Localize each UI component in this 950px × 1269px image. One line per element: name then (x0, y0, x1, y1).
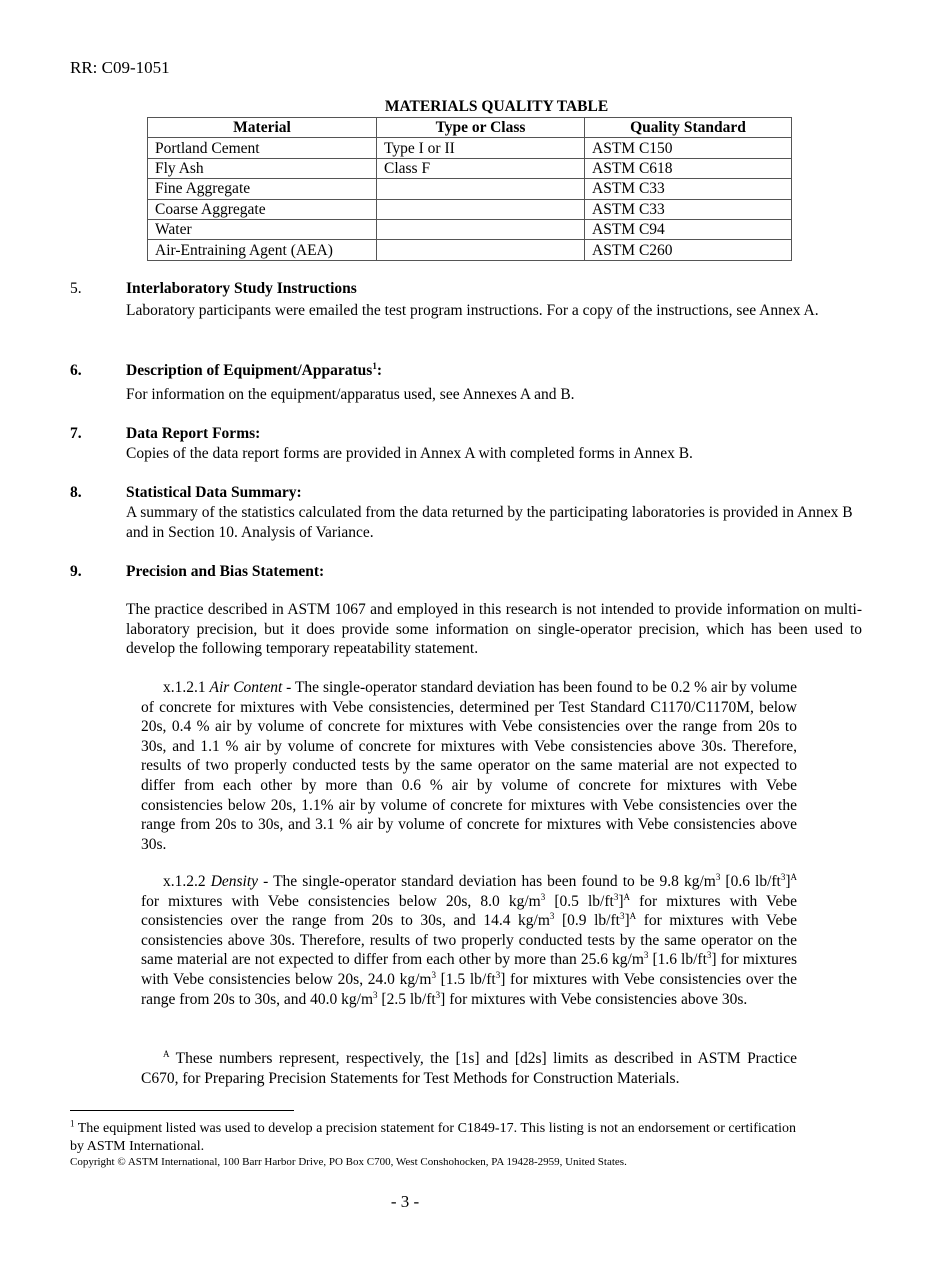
section-number: 7. (70, 425, 82, 442)
page-number: - 3 - (390, 1192, 420, 1211)
table-cell: Portland Cement (148, 138, 377, 158)
table-cell (377, 219, 585, 239)
table-cell: Class F (377, 158, 585, 178)
clause-density: x.1.2.2 Density - The single-operator standard deviation has been found to be 9.8 $kg/m^3$ [0.6 $lb/ft^3]^A$ for mixtures with Vebe consistencies below 20s, 8.0 $kg/m^3$ [0.5 $lb/ft^3]^A$ for mixtures with Vebe consistencies over the range from 20s to 30s, and 14.4 $kg/m^3$ [0.9 $lb/ft^3]^A$ for mixtures with Vebe consistencies above 30s. Therefore, results of two properly conducted tests by the same operator on the same material are not expected to differ from each other by more than 25.6 $kg/m^3$ [1.6 $lb/ft^3$] for mixtures with Vebe consistencies below 20s, 24.0 $kg/m^3$ [1.5 $lb/ft^3$] for mixtures with Vebe consistencies over the range from 20s to 30s, and 40.0 $kg/m^3$ [2.5 $lb/ft^3$] for mixtures with Vebe consistencies above 30s. (141, 871, 798, 1008)
table-cell: ASTM C260 (585, 240, 792, 260)
clause-number: x.1.2.2 (163, 873, 206, 890)
table-row (148, 158, 792, 178)
section-heading: Data Report Forms: (126, 425, 261, 442)
table-cell: Type I or II (377, 138, 585, 158)
clause-title: Air Content (209, 679, 283, 696)
footnote-marker: 1 (70, 1118, 75, 1129)
table-row (148, 199, 792, 219)
table-cell: ASTM C618 (585, 158, 792, 178)
section-heading: Statistical Data Summary: (126, 484, 302, 501)
table-cell (377, 240, 585, 260)
table-cell: Air-Entraining Agent (AEA) (148, 240, 377, 260)
copyright-notice: Copyright © ASTM International, 100 Barr Harbor Drive, PO Box C700, West Conshohocken, PA 19428-2959, United States. (70, 1156, 627, 1168)
table-row (148, 179, 792, 199)
table-cell (377, 199, 585, 219)
section-number: 9. (70, 563, 82, 580)
table-cell: Fine Aggregate (148, 179, 377, 199)
note-text: These numbers represent, respectively, the [1s] and [d2s] limits as described in ASTM Practice C670, for Preparing Precision Statements for Test Methods for Construction Materials. (141, 1050, 797, 1087)
note-a (141, 1049, 797, 1088)
column-header: Quality Standard (585, 118, 792, 138)
footnote-separator (70, 1110, 294, 1111)
table-cell: Coarse Aggregate (148, 199, 377, 219)
clause-title: Density (210, 873, 259, 890)
table-cell (377, 179, 585, 199)
section-heading: Precision and Bias Statement: (126, 563, 325, 580)
clause-number: x.1.2.1 (163, 679, 206, 696)
section-number: 6. (70, 362, 82, 379)
section-text: For information on the equipment/apparatus used, see Annexes A and B. (126, 386, 575, 403)
table-header-row (148, 118, 792, 138)
clause-text: - The single-operator standard deviation has been found to be 0.2 % air by volume of concrete for mixtures with Vebe consistencies, determined per Test Standard C1170/C1170M, below 20s, 0.4 % air by volume of concrete for mixtures with Vebe consistencies over the range from 20s to 30s, and 1.1 % air by volume of concrete for mixtures with Vebe consistencies above 30s. Therefore, results of two properly conducted tests by the same operator on the same material are not expected to differ from each other by more than 0.6 % air by volume of concrete for mixtures with Vebe consistencies below 20s, 1.1% air by volume of concrete for mixtures with Vebe consistencies over the range from 20s to 30s, and 3.1 % air by volume of concrete for mixtures with Vebe consistencies above 30s. (141, 679, 798, 853)
column-header: Type or Class (377, 118, 585, 138)
note-marker: A (163, 1048, 170, 1059)
footnote-ref: 1 (372, 360, 377, 371)
table-cell: Fly Ash (148, 158, 377, 178)
footnote (70, 1120, 810, 1156)
section-heading: Interlaboratory Study Instructions (126, 280, 357, 297)
precision-intro: The practice described in ASTM 1067 and employed in this research is not intended to provide information on multi-laboratory precision, but it does provide some information on single-operator precision, which has been used to develop the following temporary repeatability statement. (126, 601, 862, 657)
materials-table-title: MATERIALS QUALITY TABLE (384, 98, 609, 115)
table-cell: ASTM C33 (585, 199, 792, 219)
table-cell: ASTM C150 (585, 138, 792, 158)
clause-air-content (141, 678, 797, 854)
section-text: A summary of the statistics calculated from the data returned by the participating laboratories is provided in Annex B and in Section 10. Analysis of Variance. (126, 504, 853, 541)
section-text: Laboratory participants were emailed the test program instructions. For a copy of the instructions, see Annex A. (126, 302, 819, 319)
table-cell: Water (148, 219, 377, 239)
materials-quality-table (147, 117, 792, 261)
table-row (148, 240, 792, 260)
table-row (148, 138, 792, 158)
report-id: RR: C09-1051 (70, 58, 170, 77)
table-cell: ASTM C33 (585, 179, 792, 199)
table-row (148, 219, 792, 239)
table-cell: ASTM C94 (585, 219, 792, 239)
footnote-text: The equipment listed was used to develop a precision statement for C1849-17. This listing is not an endorsement or certification by ASTM International. (70, 1121, 796, 1154)
column-header: Material (148, 118, 377, 138)
section-number: 5. (70, 280, 82, 297)
section-number: 8. (70, 484, 82, 501)
section-text: Copies of the data report forms are provided in Annex A with completed forms in Annex B. (126, 445, 693, 462)
section-heading: Description of Equipment/Apparatus$^1$: (126, 360, 382, 379)
